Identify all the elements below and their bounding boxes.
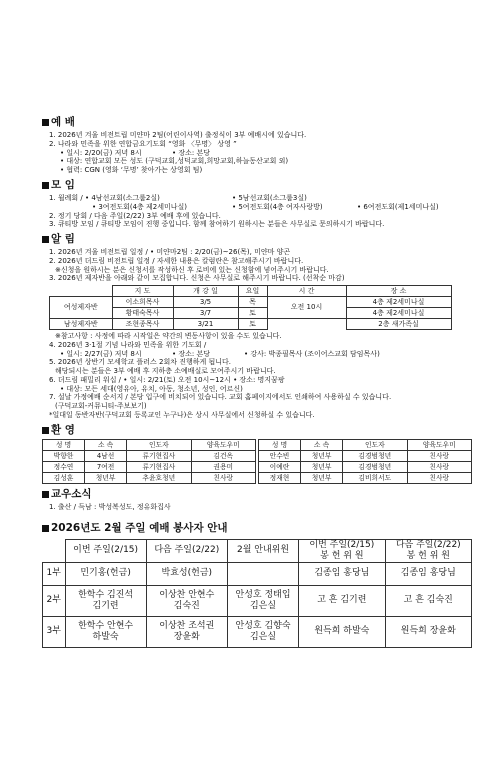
square-bullet-icon [42,525,49,532]
square-bullet-icon [42,182,49,189]
gathering-line-1b: • 3여전도회(4층 제2세미나실) • 5여전도회(4층 여자사랑방) • 6여전도회(제1세미나실) [92,202,439,211]
news-line-1: 1. 출산 / 득남 : 박성복성도, 정유화집사 [49,502,171,511]
table-row: 3부 한학수 안현수 하발숙 이상찬 조석권 장윤화 안성호 김향숙 김은실 원득희 하발숙 원득희 장윤화 [43,616,472,647]
gathering-line-3: 3. 큐티방 모임 / 큐티방 모임이 진행 중입니다. 함께 참여하기 원하시는 분들은 사무실로 문의하시기 바랍니다. [49,220,385,229]
notice-line-2: 2. 2026년 더드림 비전트립 일정 / 자세한 내용은 칼럼란은 참고해주시기 바랍니다. [49,256,304,265]
notice-line-3: 3. 2026년 제자반을 아래와 같이 모집합니다. 신청은 사무실로 해주시기 바랍니다. (선착순 마감) [49,274,345,283]
table-row: 남성제자반 조현종목사 3/21 토 2층 새가족실 [50,319,452,330]
worship-sub-2: • 대상: 연합교회 모든 성도 (구덕교회,성덕교회,희망교회,하늘동산교회 외) [60,157,289,166]
square-bullet-icon [42,236,49,243]
notice-line-4-sub: • 일시: 2/27(금) 저녁 8시 • 장소: 본당 • 강사: 박종필목사 (조이어스교회 담임목사) [60,349,380,358]
table-note: ※참고사항 : 사정에 따라 시작일은 약간의 변동사항이 있을 수도 있습니다. [55,332,282,341]
notice-line-1: 1. 2026년 겨울 비전트립 일정 / • 미얀마2팀 : 2/20(금)~26(목), 미얀마 양곤 [49,248,291,257]
discipleship-table [49,285,452,330]
notice-line-6: 6. 더드림 패밀리 워십 / • 일시: 2/21(토) 오전 10시~12시 • 장소: 명지꿈팡 [49,375,285,384]
table-row: 박향한 4남선 류기현집사 김건옥 안수빈 청년부 김경범청년 친사랑 [43,450,472,461]
service-table [42,539,472,648]
notice-line-4: 4. 2026년 3·1절 기념 나라와 민족을 위한 기도회 / [49,340,207,349]
square-bullet-icon [42,427,49,434]
worship-line-2: 2. 나라와 민족을 위한 연합금요기도회 “영화 〈무명〉 상영 ” [49,139,237,148]
gathering-title: 모 임 [42,179,472,192]
notice-line-6-sub: • 대상: 모든 세대(영유아, 유치, 아동, 청소년, 성인, 어르신) [60,384,243,393]
table-row: 황태숙목사 3/7 토 4층 제2세미나실 [50,308,452,319]
gathering-line-1: 1. 월례회 / • 4남선교회(소그룹2실) • 5남선교회(소그룹3실) [49,194,307,202]
notice-title: 알 림 [42,233,472,246]
square-bullet-icon [42,491,49,498]
worship-line-1: 1. 2026년 겨울 비전트립 미얀마 2팀(어린이사역) 출정식이 3부 예배시에 있습니다. [49,131,307,140]
welcome-title: 환 영 [42,424,472,437]
worship-sub-3: • 협력: CGN (영화 ‘무명’ 찾아가는 상영회 팀) [60,166,203,175]
notice-line-7: 7. 설날 가정예배 순서지 / 본당 입구에 비치되어 있습니다. 교회 홈페이지에서도 인쇄하여 사용하실 수 있습니다. [49,393,392,402]
notice-line-5-sub: 해당되시는 분들은 3부 예배 후 지하층 소예배실로 모여주시기 바랍니다. [55,367,276,376]
square-bullet-icon [42,119,49,126]
service-title: 2026년도 2월 주일 예배 봉사자 안내 [42,522,472,535]
table-row: 1부 민기홍(헌금) 박효성(헌금) 김종임 홍당님 김종임 홍당님 [43,562,472,585]
table-row: 정수연 7여전 류기현집사 권용미 이예란 청년부 김경범청년 친사랑 [43,461,472,472]
table-row: 김성훈 청년부 추윤호청년 친사랑 정재현 청년부 김비희서도 친사랑 [43,472,472,483]
welcome-table [42,439,472,484]
bulletin-page [42,112,472,648]
table-header-row: 성 명 소 속 인도자 양육도우미 성 명 소 속 인도자 양육도우미 [43,439,472,450]
notice-line-8: *일대일 동반자반(구덕교회 등록교인 누구나)은 상시 사무실에서 신청하실 수 있습니다. [49,410,315,419]
table-header-row: 지 도 개 강 일 요일 시 간 장 소 [50,286,452,297]
notice-line-5: 5. 2026년 상반기 모세학교 플러스 2회차 진행하게 됩니다. [49,358,231,367]
table-header-row: 이번 주일(2/15) 다음 주일(2/22) 2월 안내위원 이번 주일(2/15) 봉 헌 위 원 다음 주일(2/22) 봉 헌 위 원 [43,539,472,562]
table-row: 2부 한학수 김진석 김기련 이상찬 안현수 김숙진 안성호 정태입 김은실 고 흔 김기련 고 흔 김숙진 [43,585,472,616]
news-title: 교우소식 [42,488,472,501]
table-row: 여성제자반 이소희목사 3/5 목 오전 10시 4층 제2세미나실 [50,297,452,308]
worship-sub-1: • 일시: 2/20(금) 저녁 8시 • 장소: 본당 [60,148,210,157]
worship-title: 예 배 [42,116,472,129]
gathering-line-2: 2. 정기 당회 / 다음 주일(2/22) 3부 예배 후에 있습니다. [49,211,221,220]
notice-line-7-sub: (구덕교회-커뮤니티-주보보기) [55,402,147,411]
notice-line-2-note: ※신청을 원하시는 분은 신청서를 작성하신 후 로비에 있는 신청함에 넣어주시기 바랍니다. [55,265,329,274]
